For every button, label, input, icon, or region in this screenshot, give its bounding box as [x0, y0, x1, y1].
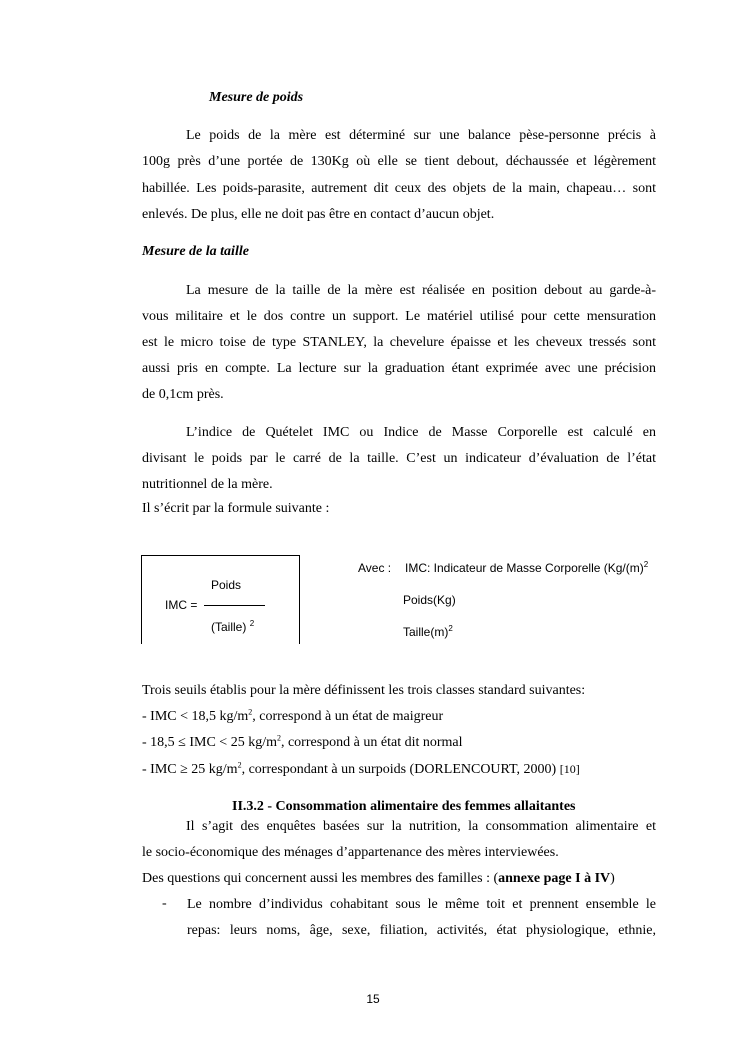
page-number: 15: [366, 992, 380, 1006]
bullet-marker: -: [162, 896, 167, 911]
para-weight-line: enlevés. De plus, elle ne doit pas être en contact d’aucun objet.: [142, 207, 495, 222]
para-weight-line: habillée. Les poids-parasite, autrement dit ceux des objets de la main, chapeau… sont: [142, 181, 656, 196]
questions-line: Des questions qui concernent aussi les membres des familles : (annexe page I à IV): [142, 871, 615, 886]
para-imc-line: divisant le poids par le carré de la taille. C’est un indicateur d’évaluation de l’état: [142, 451, 656, 466]
threshold-item: - 18,5 ≤ IMC < 25 $kg/m^2$, correspond à un état dit normal: [142, 733, 463, 750]
bullet-line: repas: leurs noms, âge, sexe, filiation, activités, état physiologique, ethnie,: [187, 923, 656, 938]
definition-taille: $Taille(m)^2$: [403, 624, 453, 639]
thresholds-intro: Trois seuils établis pour la mère définissent les trois classes standard suivantes:: [142, 683, 586, 698]
formula-denominator: (Taille) $^2$: [211, 619, 255, 634]
para-weight-line: 100g près d’une portée de 130Kg où elle se tient debout, déchaussée et légèrement: [142, 154, 656, 169]
heading-height: Mesure de la taille: [142, 244, 249, 259]
annexe-ref: annexe page I à IV: [498, 871, 611, 886]
definition-imc: IMC: Indicateur de Masse Corporelle ($Kg/(m)^2$: [405, 560, 649, 575]
para-imc-line: nutritionnel de la mère.: [142, 477, 273, 492]
heading-weight: Mesure de poids: [209, 90, 304, 105]
para-height-line: est le micro toise de type STANLEY, la chevelure épaisse et les cheveux tressés sont: [142, 335, 656, 350]
section-title: II.3.2 - Consommation alimentaire des femmes allaitantes: [232, 799, 576, 814]
para-height-line: La mesure de la taille de la mère est réalisée en position debout au garde-à-: [186, 283, 656, 298]
para-height-line: aussi pris en compte. La lecture sur la graduation étant exprimée avec une précision: [142, 361, 656, 376]
formula-lhs: IMC =: [165, 598, 198, 612]
fraction-bar: [204, 605, 265, 606]
threshold-item: - IMC ≥ 25 $kg/m^2$, correspondant à un surpoids (DORLENCOURT, 2000) [10]: [142, 760, 580, 777]
para-height-line: de 0,1cm près.: [142, 387, 224, 402]
threshold-item: - IMC < 18,5 $kg/m^2$, correspond à un état de maigreur: [142, 707, 444, 724]
para-weight-line: Le poids de la mère est déterminé sur une balance pèse-personne précis à: [186, 128, 656, 143]
bullet-line: Le nombre d’individus cohabitant sous le même toit et prennent ensemble le: [187, 897, 656, 912]
para-conso-line: le socio-économique des ménages d’appartenance des mères interviewées.: [142, 845, 559, 860]
para-imc-line: L’indice de Quételet IMC ou Indice de Masse Corporelle est calculé en: [186, 425, 656, 440]
para-conso-line: Il s’agit des enquêtes basées sur la nutrition, la consommation alimentaire et: [186, 819, 656, 834]
formula-avec: Avec :: [358, 561, 392, 575]
citation-ref: [10]: [559, 762, 580, 776]
para-height-line: vous militaire et le dos contre un support. Le matériel utilisé pour cette mensuration: [142, 309, 656, 324]
definition-poids: Poids(Kg): [403, 593, 456, 607]
formula-numerator: Poids: [211, 578, 242, 592]
formula-intro: Il s’écrit par la formule suivante :: [142, 501, 330, 516]
